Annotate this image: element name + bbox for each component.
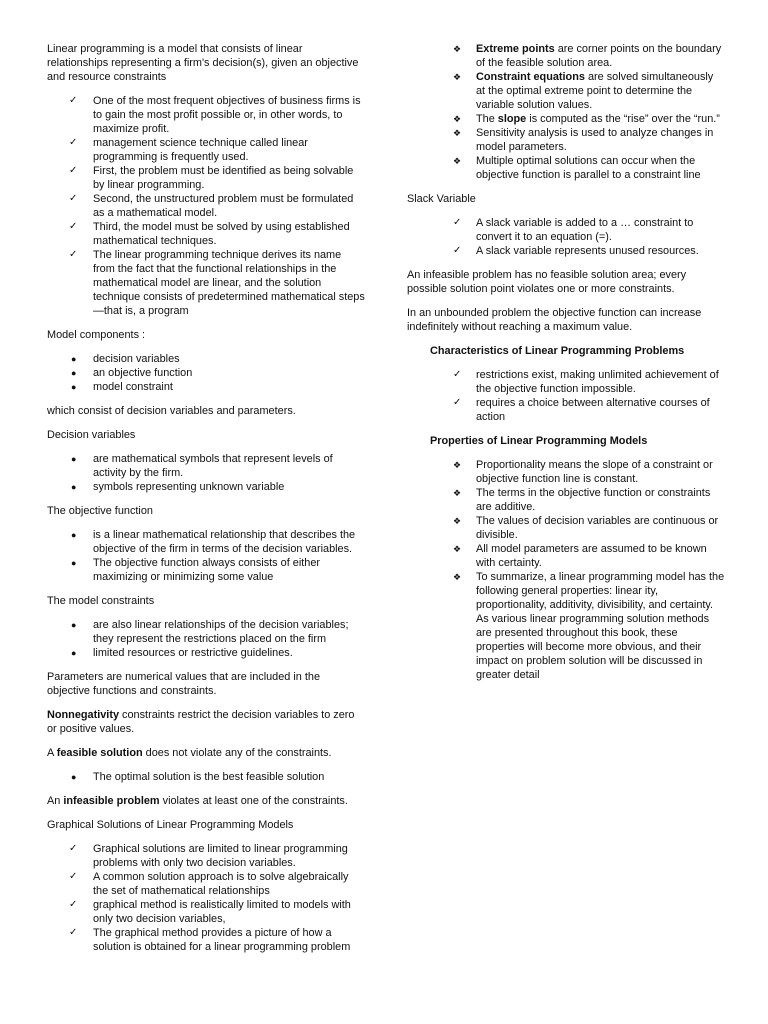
which-consist-paragraph: which consist of decision variables and parameters.	[47, 405, 296, 417]
list-item: ● The optimal solution is the best feasible solution	[71, 771, 325, 783]
diamond-bullet-icon: ❖	[453, 516, 462, 526]
decision-list	[47, 452, 365, 494]
list-item: ✓ Graphical solutions are limited to linear programming problems with only two decision variables.	[69, 843, 348, 869]
list-item: ● decision variables	[71, 353, 180, 365]
list-item: ✓ A slack variable represents unused resources.	[453, 245, 699, 257]
right-column	[407, 42, 725, 692]
model-components-label: Model components :	[47, 329, 146, 341]
list-item: ❖ Multiple optimal solutions can occur when the objective function is parallel to a constraint line	[453, 155, 701, 181]
list-item: ❖ The terms in the objective function or constraints are additive.	[453, 487, 711, 513]
diamond-bullet-icon: ❖	[453, 156, 462, 166]
intro-list	[47, 94, 365, 318]
check-icon: ✓	[69, 249, 78, 260]
list-item: ● are also linear relationships of the decision variables; they represent the restrictions placed on the firm	[71, 619, 349, 645]
check-icon: ✓	[69, 165, 78, 176]
parameters-paragraph: Parameters are numerical values that are included in the objective functions and constraints.	[47, 671, 321, 697]
bullet-icon: ●	[71, 382, 77, 392]
diamond-bullet-icon: ❖	[453, 572, 462, 582]
list-item: ● an objective function	[71, 367, 193, 379]
diamond-bullet-icon: ❖	[453, 460, 462, 470]
intro-paragraph: Linear programming is a model that consists of linear relationships representing a firm's decision(s), given an objective and resource constraints	[47, 43, 359, 83]
list-item: ✓ The graphical method provides a picture of how a solution is obtained for a linear programming problem	[69, 927, 351, 953]
infeasible-problem-paragraph: An infeasible problem violates at least one of the constraints.	[47, 795, 348, 807]
check-icon: ✓	[453, 397, 462, 408]
diamond-bullet-icon: ❖	[453, 544, 462, 554]
check-icon: ✓	[69, 95, 78, 106]
bullet-icon: ●	[71, 354, 77, 364]
check-icon: ✓	[69, 927, 78, 938]
bullet-icon: ●	[71, 482, 77, 492]
list-item: ✓ restrictions exist, making unlimited achievement of the objective function impossible.	[453, 369, 719, 395]
slack-variable-heading: Slack Variable	[407, 193, 476, 205]
bullet-icon: ●	[71, 620, 77, 630]
characteristics-list	[407, 368, 725, 424]
check-icon: ✓	[453, 217, 462, 228]
list-item: ✓ Third, the model must be solved by using established mathematical techniques.	[69, 221, 350, 247]
nonnegativity-paragraph: Nonnegativity constraints restrict the decision variables to zero or positive values.	[47, 709, 355, 735]
list-item: ❖ The slope is computed as the “rise” over the “run.”	[453, 113, 720, 125]
bullet-icon: ●	[71, 530, 77, 540]
list-item: ✓ management science technique called linear programming is frequently used.	[69, 137, 308, 163]
check-icon: ✓	[69, 193, 78, 204]
objective-function-label: The objective function	[47, 505, 153, 517]
list-item: ✓ First, the problem must be identified as being solvable by linear programming.	[69, 165, 354, 191]
list-item: ● The objective function always consists of either maximizing or minimizing some value	[71, 557, 321, 583]
list-item: ✓ Second, the unstructured problem must be formulated as a mathematical model.	[69, 193, 354, 219]
list-item: ✓ A slack variable is added to a … constraint to convert it to an equation (=).	[453, 217, 694, 243]
diamond-bullet-icon: ❖	[453, 488, 462, 498]
bullet-icon: ●	[71, 558, 77, 568]
bullet-icon: ●	[71, 772, 77, 782]
objective-list	[47, 528, 365, 584]
graphical-list	[47, 842, 365, 954]
diamond-bullet-icon: ❖	[453, 44, 462, 54]
list-item: ❖ All model parameters are assumed to be known with certainty.	[453, 543, 707, 569]
list-item: ❖ The values of decision variables are continuous or divisible.	[453, 515, 719, 541]
check-icon: ✓	[453, 245, 462, 256]
diamond-bullet-icon: ❖	[453, 128, 462, 138]
characteristics-heading: Characteristics of Linear Programming Problems	[430, 345, 685, 357]
list-item: ✓ One of the most frequent objectives of business firms is to gain the most profit possible or, in other words, to maximize profit.	[69, 95, 361, 135]
check-icon: ✓	[69, 137, 78, 148]
properties-list	[407, 458, 725, 682]
list-item: ● symbols representing unknown variable	[71, 481, 285, 493]
bullet-icon: ●	[71, 454, 77, 464]
check-icon: ✓	[69, 871, 78, 882]
list-item: ✓ graphical method is realistically limited to models with only two decision variables,	[69, 899, 351, 925]
diamond-bullet-icon: ❖	[453, 72, 462, 82]
infeasible-paragraph: An infeasible problem has no feasible solution area; every possible solution point violates one or more constraints.	[407, 269, 687, 295]
list-item: ❖ Extreme points are corner points on the boundary of the feasible solution area.	[453, 43, 722, 69]
slack-list	[407, 216, 725, 258]
check-icon: ✓	[69, 899, 78, 910]
constraints-list	[47, 618, 365, 660]
feasible-solution-paragraph: A feasible solution does not violate any of the constraints.	[47, 747, 332, 759]
list-item: ❖ Constraint equations are solved simultaneously at the optimal extreme point to determine the variable solution values.	[453, 71, 714, 111]
list-item: ✓ A common solution approach is to solve algebraically the set of mathematical relationships	[69, 871, 349, 897]
graphical-heading: Graphical Solutions of Linear Programming Models	[47, 819, 294, 831]
list-item: ✓ The linear programming technique derives its name from the fact that the functional relationships in the mathematical model are linear, and the solution technique consists of predetermined mathematical steps —that is, a program	[69, 249, 365, 317]
bullet-icon: ●	[71, 648, 77, 658]
decision-variables-label: Decision variables	[47, 429, 136, 441]
list-item: ● model constraint	[71, 381, 173, 393]
list-item: ● are mathematical symbols that represent levels of activity by the firm.	[71, 453, 333, 479]
bullet-icon: ●	[71, 368, 77, 378]
list-item: ❖ To summarize, a linear programming model has the following general properties: linear ity, proportionality, additivity, divisibility, and certainty. As various linear programming solution methods are presented throughout this book, these properties will become more obvious, and their impact on problem solution will be discussed in greater detail	[453, 571, 725, 681]
diamond-bullet-icon: ❖	[453, 114, 462, 124]
components-list	[47, 352, 365, 394]
optimal-list	[47, 770, 365, 784]
list-item: ● is a linear mathematical relationship that describes the objective of the firm in terms of the decision variables.	[71, 529, 356, 555]
check-icon: ✓	[453, 369, 462, 380]
check-icon: ✓	[69, 221, 78, 232]
list-item: ❖ Proportionality means the slope of a constraint or objective function line is constant.	[453, 459, 713, 485]
unbounded-paragraph: In an unbounded problem the objective function can increase indefinitely without reaching a maximum value.	[407, 307, 702, 333]
list-item: ● limited resources or restrictive guidelines.	[71, 647, 293, 659]
properties-heading: Properties of Linear Programming Models	[430, 435, 648, 447]
model-constraints-label: The model constraints	[47, 595, 155, 607]
left-column	[47, 42, 365, 964]
list-item: ✓ requires a choice between alternative courses of action	[453, 397, 710, 423]
graphical-terms-list	[407, 42, 725, 182]
check-icon: ✓	[69, 843, 78, 854]
list-item: ❖ Sensitivity analysis is used to analyze changes in model parameters.	[453, 127, 714, 153]
